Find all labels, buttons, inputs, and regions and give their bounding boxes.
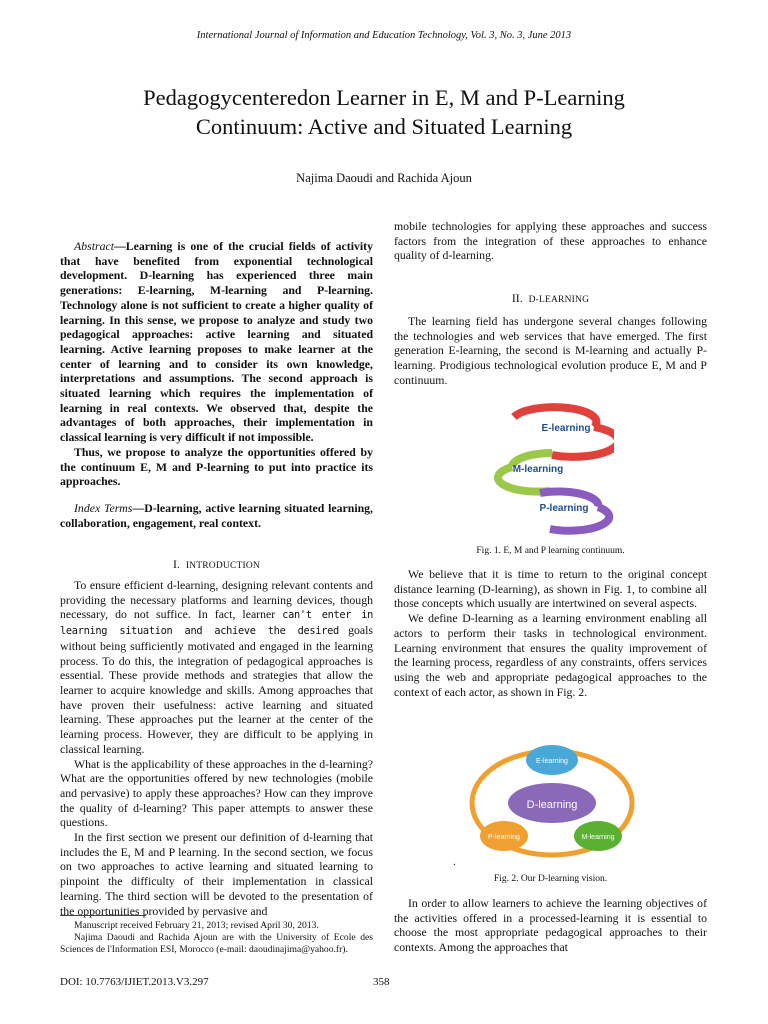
section-heading-introduction xyxy=(60,557,373,574)
dlearning-paragraph-3: We define D-learning as a learning environment enabling all actors to perform their tasks in technological environment. Learning environment that ensures the quality improvement of the learning process, regardless of any constraints, offers services using the web and appropriate pedagogical approaches to the context of each actor, as shown in Fig. 2. xyxy=(394,611,707,699)
fig2-stray-dot: . xyxy=(453,856,456,868)
right-continuation: mobile technologies for applying these approaches and success factors from the integration of these approaches to enhance quality of d-learning. xyxy=(394,219,707,263)
intro-p1b: can't enter in learning situation and achieve the desired xyxy=(60,609,373,638)
intro-paragraph-3: In the first section we present our definition of d-learning that includes the E, M and P learning. In the second section, we focus on two approaches to active learning and situated learning to pinpoint the difficulty of their implementation in classical learning. The third section will be devoted to the presentation of the opportunities provided by pervasive and xyxy=(60,830,373,918)
section-title: INTRODUCTION xyxy=(185,561,260,572)
intro-p1a: To ensure efficient d-learning, designing relevant contents and providing the necessary platforms and learning devices, though necessary, do not suffice. In fact, learner xyxy=(60,578,373,622)
index-terms xyxy=(60,501,373,530)
paper-title xyxy=(60,83,708,141)
dlearning-paragraph-2: We believe that it is time to return to the original concept distance learning (D-learning), as shown in Fig. 1, to combine all those concepts which usually are intertwined on several aspects. xyxy=(394,567,707,611)
index-terms-text: —D-learning, active learning situated learning, collaboration, engagement, real context. xyxy=(60,500,374,530)
fig2-p-label: P-learning xyxy=(488,834,520,841)
fig1-caption: Fig. 1. E, M and P learning continuum. xyxy=(476,546,625,556)
abstract-paragraph-2: Thus, we propose to analyze the opportunities offered by the continuum E, M and P-learning to put into practice its approaches. xyxy=(60,444,373,489)
intro-p1c: goals without being sufficiently motivated and engaged in the learning process. To do this, the integration of pedagogical approaches is essential. These provide methods and strategies that allow the learner to acquire knowledge and skills. Among approaches that have proven their usefulness: active learning and situated learning. These approaches put the learner at the center of the learning process. However, they are difficult to be applying in classical learning. xyxy=(60,623,373,756)
fig1-continuum-diagram xyxy=(494,395,614,535)
authors: Najima Daoudi and Rachida Ajoun xyxy=(296,171,472,185)
section-number: I. xyxy=(173,557,180,572)
fig2-center-label: D-learning xyxy=(526,799,578,811)
abstract-text: —Learning is one of the crucial fields of activity that have benefited from exponential technological development. D-learning has experienced three main generations: E-learning, M-learning and P-learning. Technology alone is not sufficient to create a higher quality of learning. In this sense, we propose to analyze and study two pedagogical approaches: active learning and situated learning. Active learning proposes to make learner at the center of learning and to consider its own knowledge, interpretations and assumptions. The second approach is situated learning which requires the implementation of learning in real contexts. We observed that, despite the advantages of both approaches, their implementation in classical learning is very difficult if not impossible. xyxy=(60,239,373,445)
intro-paragraph-2: What is the applicability of these approaches in the d-learning? What are the opportunities offered by new technologies (mobile and pervasive) to apply these approaches? How can they improve the quality of d-learning? This paper attempts to answer these questions. xyxy=(60,756,373,830)
title-line-1: Pedagogycenteredon Learner in E, M and P-Learning xyxy=(143,85,625,110)
fig2-dlearning-diagram xyxy=(462,738,642,868)
fig2-m-label: M-learning xyxy=(581,834,615,841)
fig2-e-label: E-learning xyxy=(536,758,568,765)
dlearning-paragraph-4: In order to allow learners to achieve the learning objectives of the activities offered in a processed-learning it is essential to choose the most appropriate pedagogical approaches to their contexts. Among the approaches that xyxy=(394,896,707,955)
right-column-middle xyxy=(394,567,707,699)
journal-header: International Journal of Information and Education Technology, Vol. 3, No. 3, June 2013 xyxy=(196,30,572,41)
section-number: II. xyxy=(511,291,523,306)
fig2-caption: Fig. 2. Our D-learning vision. xyxy=(493,874,608,884)
intro-paragraph-1 xyxy=(60,578,373,756)
fig1-label-p: P-learning xyxy=(539,503,589,514)
dlearning-paragraph-1: The learning field has undergone several changes following the technologies and web services that have emerged. The first generation E-learning, the second is M-learning and actually P-learning. Prodigious technological evolution produce E, M and P continuum. xyxy=(394,313,707,387)
section-title: D-LEARNING xyxy=(528,295,590,306)
abstract-label: Abstract xyxy=(74,239,114,253)
section-heading-dlearning xyxy=(394,291,707,308)
fig1-label-m: M-learning xyxy=(512,464,564,475)
left-column xyxy=(60,239,373,918)
footnote-line-1: Manuscript received February 21, 2013; revised April 30, 2013. xyxy=(74,920,319,931)
abstract xyxy=(60,239,373,445)
footnote xyxy=(60,920,373,956)
footnote-rule xyxy=(60,915,146,916)
title-line-2: Continuum: Active and Situated Learning xyxy=(195,114,573,139)
index-terms-label: Index Terms xyxy=(74,500,133,515)
footnote-line-2: Najima Daoudi and Rachida Ajoun are with the University of Ecole des Sciences de l'Information ESI, Morocco (e-mail: daoudinajima@yahoo.fr). xyxy=(60,932,373,955)
right-column-bottom xyxy=(394,896,707,955)
fig1-label-e: E-learning xyxy=(541,423,591,434)
right-column-top xyxy=(394,219,707,387)
page-number: 358 xyxy=(373,976,390,988)
doi: DOI: 10.7763/IJIET.2013.V3.297 xyxy=(60,976,209,988)
